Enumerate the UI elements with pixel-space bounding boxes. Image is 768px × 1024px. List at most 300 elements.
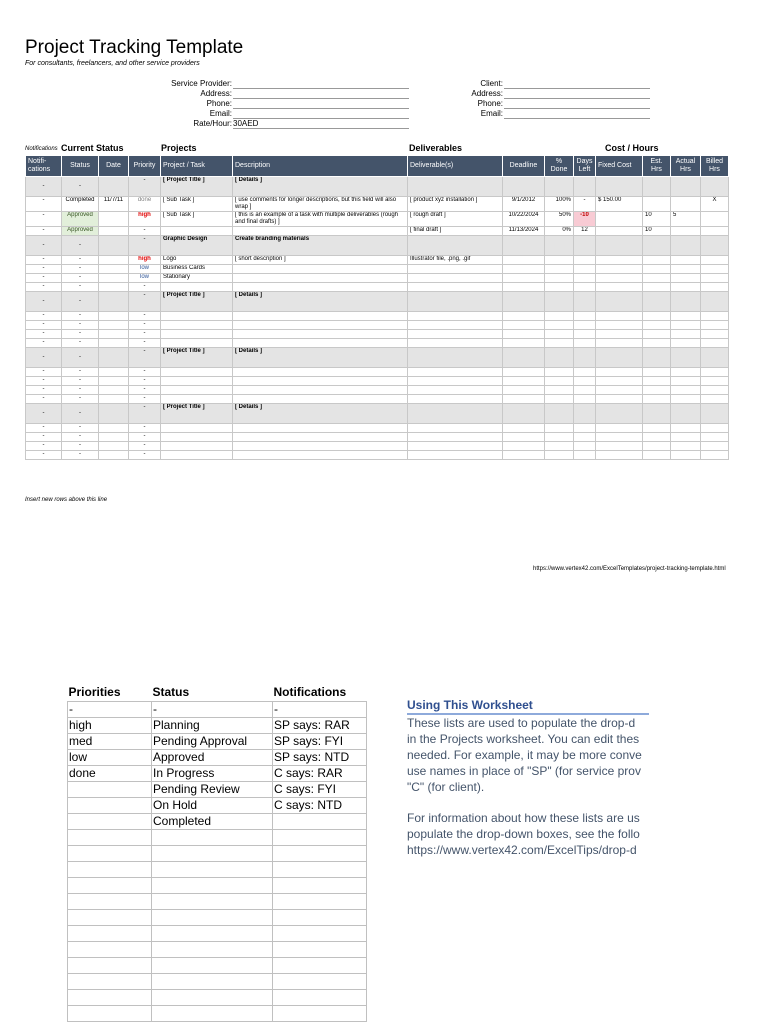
table-cell[interactable] bbox=[99, 395, 129, 404]
table-cell[interactable]: - bbox=[129, 321, 161, 330]
table-cell[interactable] bbox=[161, 227, 233, 236]
table-cell[interactable]: - bbox=[26, 377, 62, 386]
table-cell[interactable] bbox=[701, 227, 729, 236]
table-cell[interactable] bbox=[596, 321, 643, 330]
table-cell[interactable] bbox=[574, 348, 596, 368]
table-cell[interactable] bbox=[233, 377, 408, 386]
list-cell[interactable] bbox=[68, 878, 152, 894]
table-cell[interactable]: - bbox=[574, 197, 596, 212]
table-cell[interactable] bbox=[545, 321, 574, 330]
table-cell[interactable] bbox=[99, 265, 129, 274]
list-cell[interactable] bbox=[152, 910, 273, 926]
table-cell[interactable]: - bbox=[129, 348, 161, 368]
table-cell[interactable] bbox=[99, 177, 129, 197]
table-cell[interactable] bbox=[161, 368, 233, 377]
table-cell[interactable]: - bbox=[26, 274, 62, 283]
table-cell[interactable]: - bbox=[129, 451, 161, 460]
table-cell[interactable] bbox=[161, 339, 233, 348]
table-cell[interactable] bbox=[99, 442, 129, 451]
table-cell[interactable] bbox=[161, 424, 233, 433]
table-cell[interactable] bbox=[643, 451, 671, 460]
table-cell[interactable] bbox=[596, 330, 643, 339]
table-cell[interactable] bbox=[701, 386, 729, 395]
table-cell[interactable]: - bbox=[129, 368, 161, 377]
table-cell[interactable]: [ Details ] bbox=[233, 348, 408, 368]
table-cell[interactable]: - bbox=[62, 377, 99, 386]
table-cell[interactable] bbox=[545, 377, 574, 386]
table-cell[interactable]: Approved bbox=[62, 212, 99, 227]
table-cell[interactable] bbox=[233, 283, 408, 292]
table-cell[interactable] bbox=[99, 212, 129, 227]
list-cell[interactable] bbox=[152, 894, 273, 910]
table-cell[interactable]: - bbox=[129, 404, 161, 424]
table-cell[interactable] bbox=[99, 283, 129, 292]
table-cell[interactable] bbox=[574, 433, 596, 442]
table-cell[interactable] bbox=[503, 292, 545, 312]
table-cell[interactable] bbox=[408, 274, 503, 283]
table-cell[interactable] bbox=[701, 339, 729, 348]
table-cell[interactable]: - bbox=[129, 386, 161, 395]
list-cell[interactable] bbox=[68, 910, 152, 926]
table-cell[interactable] bbox=[503, 368, 545, 377]
list-cell[interactable] bbox=[68, 782, 152, 798]
table-cell[interactable]: - bbox=[129, 377, 161, 386]
table-cell[interactable] bbox=[161, 433, 233, 442]
table-cell[interactable]: [ Project Title ] bbox=[161, 348, 233, 368]
table-cell[interactable]: - bbox=[129, 312, 161, 321]
table-cell[interactable] bbox=[701, 404, 729, 424]
table-cell[interactable] bbox=[596, 265, 643, 274]
table-cell[interactable] bbox=[233, 433, 408, 442]
table-cell[interactable] bbox=[545, 292, 574, 312]
table-cell[interactable]: Business Cards bbox=[161, 265, 233, 274]
table-cell[interactable] bbox=[545, 348, 574, 368]
table-cell[interactable] bbox=[408, 177, 503, 197]
client-info-field[interactable] bbox=[504, 79, 650, 89]
table-cell[interactable] bbox=[545, 236, 574, 256]
table-cell[interactable] bbox=[408, 292, 503, 312]
table-cell[interactable]: - bbox=[26, 451, 62, 460]
table-cell[interactable] bbox=[503, 312, 545, 321]
table-cell[interactable] bbox=[408, 386, 503, 395]
list-cell[interactable] bbox=[273, 1006, 367, 1022]
table-cell[interactable]: - bbox=[62, 292, 99, 312]
table-cell[interactable] bbox=[545, 424, 574, 433]
table-cell[interactable]: - bbox=[62, 395, 99, 404]
table-cell[interactable]: - bbox=[26, 212, 62, 227]
table-cell[interactable] bbox=[671, 177, 701, 197]
table-cell[interactable] bbox=[233, 368, 408, 377]
table-cell[interactable]: - bbox=[129, 395, 161, 404]
list-cell[interactable] bbox=[273, 926, 367, 942]
table-cell[interactable] bbox=[545, 330, 574, 339]
table-cell[interactable] bbox=[408, 330, 503, 339]
table-cell[interactable] bbox=[643, 283, 671, 292]
table-cell[interactable]: 10 bbox=[643, 227, 671, 236]
table-cell[interactable]: Graphic Design bbox=[161, 236, 233, 256]
table-cell[interactable] bbox=[643, 236, 671, 256]
list-cell[interactable]: Approved bbox=[152, 750, 273, 766]
table-cell[interactable] bbox=[408, 442, 503, 451]
table-cell[interactable] bbox=[545, 404, 574, 424]
table-cell[interactable] bbox=[643, 377, 671, 386]
table-cell[interactable] bbox=[574, 442, 596, 451]
table-cell[interactable] bbox=[545, 433, 574, 442]
table-cell[interactable]: high bbox=[129, 212, 161, 227]
table-cell[interactable] bbox=[574, 451, 596, 460]
table-cell[interactable] bbox=[671, 236, 701, 256]
list-cell[interactable]: Completed bbox=[152, 814, 273, 830]
table-cell[interactable] bbox=[99, 292, 129, 312]
table-cell[interactable]: - bbox=[26, 386, 62, 395]
table-cell[interactable]: 9/1/2012 bbox=[503, 197, 545, 212]
list-cell[interactable] bbox=[273, 894, 367, 910]
table-cell[interactable] bbox=[596, 283, 643, 292]
list-cell[interactable] bbox=[68, 958, 152, 974]
table-cell[interactable] bbox=[545, 177, 574, 197]
table-cell[interactable] bbox=[161, 395, 233, 404]
table-cell[interactable] bbox=[671, 227, 701, 236]
table-cell[interactable] bbox=[596, 433, 643, 442]
table-cell[interactable] bbox=[701, 442, 729, 451]
table-cell[interactable] bbox=[99, 256, 129, 265]
table-cell[interactable] bbox=[161, 283, 233, 292]
table-cell[interactable] bbox=[233, 339, 408, 348]
list-cell[interactable] bbox=[273, 862, 367, 878]
list-cell[interactable]: done bbox=[68, 766, 152, 782]
table-cell[interactable] bbox=[701, 451, 729, 460]
list-cell[interactable]: Pending Review bbox=[152, 782, 273, 798]
table-cell[interactable] bbox=[545, 386, 574, 395]
list-cell[interactable] bbox=[152, 990, 273, 1006]
table-cell[interactable] bbox=[701, 212, 729, 227]
table-cell[interactable] bbox=[161, 442, 233, 451]
list-cell[interactable] bbox=[273, 990, 367, 1006]
table-cell[interactable]: - bbox=[26, 442, 62, 451]
table-cell[interactable] bbox=[671, 433, 701, 442]
table-cell[interactable] bbox=[233, 330, 408, 339]
table-cell[interactable]: 0% bbox=[545, 227, 574, 236]
table-cell[interactable]: - bbox=[129, 227, 161, 236]
table-cell[interactable] bbox=[408, 424, 503, 433]
table-cell[interactable]: - bbox=[26, 197, 62, 212]
table-cell[interactable]: - bbox=[129, 292, 161, 312]
table-cell[interactable]: $ 150.00 bbox=[596, 197, 643, 212]
table-cell[interactable] bbox=[574, 404, 596, 424]
table-cell[interactable] bbox=[671, 442, 701, 451]
table-cell[interactable]: - bbox=[129, 330, 161, 339]
table-cell[interactable] bbox=[671, 348, 701, 368]
list-cell[interactable] bbox=[273, 878, 367, 894]
table-cell[interactable]: - bbox=[62, 321, 99, 330]
list-cell[interactable] bbox=[68, 926, 152, 942]
table-cell[interactable] bbox=[545, 395, 574, 404]
table-cell[interactable] bbox=[574, 395, 596, 404]
list-cell[interactable] bbox=[273, 910, 367, 926]
table-cell[interactable]: - bbox=[26, 265, 62, 274]
table-cell[interactable]: - bbox=[26, 227, 62, 236]
table-cell[interactable] bbox=[596, 212, 643, 227]
table-cell[interactable] bbox=[671, 395, 701, 404]
table-cell[interactable] bbox=[671, 368, 701, 377]
table-cell[interactable]: - bbox=[129, 433, 161, 442]
table-cell[interactable] bbox=[574, 292, 596, 312]
table-cell[interactable] bbox=[503, 386, 545, 395]
table-cell[interactable]: - bbox=[26, 283, 62, 292]
table-cell[interactable] bbox=[545, 312, 574, 321]
table-cell[interactable] bbox=[545, 339, 574, 348]
table-cell[interactable]: [ short description ] bbox=[233, 256, 408, 265]
table-cell[interactable] bbox=[701, 177, 729, 197]
table-cell[interactable]: - bbox=[62, 348, 99, 368]
table-cell[interactable] bbox=[643, 292, 671, 312]
table-cell[interactable] bbox=[596, 236, 643, 256]
list-cell[interactable] bbox=[68, 862, 152, 878]
list-cell[interactable] bbox=[152, 926, 273, 942]
list-cell[interactable] bbox=[152, 830, 273, 846]
table-cell[interactable] bbox=[643, 424, 671, 433]
table-cell[interactable] bbox=[701, 424, 729, 433]
table-cell[interactable] bbox=[545, 442, 574, 451]
table-cell[interactable]: done bbox=[129, 197, 161, 212]
table-cell[interactable]: - bbox=[129, 442, 161, 451]
table-cell[interactable] bbox=[701, 377, 729, 386]
table-cell[interactable] bbox=[701, 321, 729, 330]
table-cell[interactable] bbox=[596, 442, 643, 451]
table-cell[interactable] bbox=[99, 386, 129, 395]
table-cell[interactable] bbox=[643, 433, 671, 442]
table-cell[interactable] bbox=[408, 377, 503, 386]
table-cell[interactable]: [ Details ] bbox=[233, 292, 408, 312]
table-cell[interactable] bbox=[545, 265, 574, 274]
table-cell[interactable] bbox=[596, 274, 643, 283]
table-cell[interactable] bbox=[503, 236, 545, 256]
list-cell[interactable] bbox=[68, 1006, 152, 1022]
table-cell[interactable] bbox=[99, 424, 129, 433]
list-cell[interactable]: Pending Approval bbox=[152, 734, 273, 750]
table-cell[interactable] bbox=[596, 348, 643, 368]
list-cell[interactable] bbox=[68, 974, 152, 990]
table-cell[interactable] bbox=[701, 274, 729, 283]
list-cell[interactable]: C says: NTD bbox=[273, 798, 367, 814]
table-cell[interactable] bbox=[596, 312, 643, 321]
table-cell[interactable] bbox=[574, 265, 596, 274]
table-cell[interactable] bbox=[574, 368, 596, 377]
table-cell[interactable] bbox=[671, 377, 701, 386]
client-info-field[interactable] bbox=[504, 89, 650, 99]
table-cell[interactable] bbox=[701, 265, 729, 274]
table-cell[interactable] bbox=[161, 321, 233, 330]
table-cell[interactable]: 100% bbox=[545, 197, 574, 212]
table-cell[interactable]: - bbox=[62, 274, 99, 283]
table-cell[interactable] bbox=[574, 283, 596, 292]
list-cell[interactable] bbox=[68, 942, 152, 958]
table-cell[interactable]: - bbox=[26, 177, 62, 197]
list-cell[interactable] bbox=[68, 894, 152, 910]
table-cell[interactable]: - bbox=[62, 404, 99, 424]
table-cell[interactable] bbox=[671, 274, 701, 283]
list-cell[interactable]: C says: RAR bbox=[273, 766, 367, 782]
table-cell[interactable] bbox=[99, 227, 129, 236]
table-cell[interactable]: - bbox=[26, 433, 62, 442]
table-cell[interactable] bbox=[671, 197, 701, 212]
table-cell[interactable]: [ Details ] bbox=[233, 177, 408, 197]
table-cell[interactable] bbox=[596, 451, 643, 460]
table-cell[interactable] bbox=[574, 330, 596, 339]
table-cell[interactable] bbox=[99, 451, 129, 460]
table-cell[interactable]: [ Details ] bbox=[233, 404, 408, 424]
table-cell[interactable]: 11/13/2024 bbox=[503, 227, 545, 236]
table-cell[interactable]: - bbox=[26, 236, 62, 256]
table-cell[interactable] bbox=[643, 265, 671, 274]
table-cell[interactable] bbox=[574, 274, 596, 283]
list-cell[interactable]: low bbox=[68, 750, 152, 766]
table-cell[interactable]: [ final draft ] bbox=[408, 227, 503, 236]
table-cell[interactable] bbox=[643, 386, 671, 395]
list-cell[interactable]: med bbox=[68, 734, 152, 750]
table-cell[interactable] bbox=[161, 330, 233, 339]
list-cell[interactable] bbox=[68, 814, 152, 830]
table-cell[interactable]: X bbox=[701, 197, 729, 212]
list-cell[interactable]: SP says: NTD bbox=[273, 750, 367, 766]
table-cell[interactable] bbox=[671, 330, 701, 339]
list-cell[interactable]: - bbox=[152, 702, 273, 718]
table-cell[interactable] bbox=[503, 404, 545, 424]
table-cell[interactable] bbox=[99, 368, 129, 377]
table-cell[interactable] bbox=[574, 386, 596, 395]
table-cell[interactable]: - bbox=[129, 424, 161, 433]
table-cell[interactable] bbox=[503, 265, 545, 274]
table-cell[interactable] bbox=[574, 312, 596, 321]
table-cell[interactable] bbox=[99, 404, 129, 424]
table-cell[interactable]: - bbox=[62, 442, 99, 451]
list-cell[interactable] bbox=[152, 862, 273, 878]
table-cell[interactable]: Approved bbox=[62, 227, 99, 236]
table-cell[interactable]: - bbox=[62, 368, 99, 377]
table-cell[interactable] bbox=[503, 256, 545, 265]
list-cell[interactable]: - bbox=[68, 702, 152, 718]
table-cell[interactable]: - bbox=[129, 283, 161, 292]
table-cell[interactable] bbox=[503, 330, 545, 339]
provider-info-field[interactable]: 30AED bbox=[233, 119, 409, 129]
table-cell[interactable]: - bbox=[129, 177, 161, 197]
table-cell[interactable] bbox=[671, 386, 701, 395]
table-cell[interactable]: Create branding materials bbox=[233, 236, 408, 256]
table-cell[interactable] bbox=[99, 330, 129, 339]
table-cell[interactable]: - bbox=[26, 312, 62, 321]
table-cell[interactable]: - bbox=[26, 395, 62, 404]
table-cell[interactable]: [ Sub Task ] bbox=[161, 212, 233, 227]
table-cell[interactable] bbox=[574, 236, 596, 256]
table-cell[interactable]: [ Project Title ] bbox=[161, 177, 233, 197]
table-cell[interactable]: [ use comments for longer descriptions, but this field will also wrap ] bbox=[233, 197, 408, 212]
table-cell[interactable] bbox=[671, 312, 701, 321]
list-cell[interactable] bbox=[152, 1006, 273, 1022]
table-cell[interactable]: Logo bbox=[161, 256, 233, 265]
table-cell[interactable]: - bbox=[62, 433, 99, 442]
table-cell[interactable]: 5 bbox=[671, 212, 701, 227]
table-cell[interactable]: - bbox=[129, 236, 161, 256]
list-cell[interactable] bbox=[68, 990, 152, 1006]
table-cell[interactable] bbox=[233, 265, 408, 274]
list-cell[interactable]: C says: FYI bbox=[273, 782, 367, 798]
list-cell[interactable] bbox=[273, 814, 367, 830]
table-cell[interactable]: low bbox=[129, 274, 161, 283]
table-cell[interactable] bbox=[574, 424, 596, 433]
table-cell[interactable] bbox=[408, 236, 503, 256]
table-cell[interactable] bbox=[545, 274, 574, 283]
table-cell[interactable] bbox=[643, 330, 671, 339]
table-cell[interactable] bbox=[643, 274, 671, 283]
table-cell[interactable] bbox=[408, 368, 503, 377]
table-cell[interactable] bbox=[408, 451, 503, 460]
table-cell[interactable] bbox=[503, 442, 545, 451]
table-cell[interactable] bbox=[574, 377, 596, 386]
table-cell[interactable] bbox=[671, 339, 701, 348]
table-cell[interactable] bbox=[701, 348, 729, 368]
list-cell[interactable] bbox=[273, 958, 367, 974]
table-cell[interactable] bbox=[408, 404, 503, 424]
table-cell[interactable] bbox=[99, 433, 129, 442]
table-cell[interactable]: - bbox=[26, 292, 62, 312]
table-cell[interactable] bbox=[574, 321, 596, 330]
table-cell[interactable] bbox=[643, 321, 671, 330]
table-cell[interactable] bbox=[671, 292, 701, 312]
table-cell[interactable]: [ this is an example of a task with multiple deliverables (rough and final drafts) ] bbox=[233, 212, 408, 227]
list-cell[interactable]: SP says: FYI bbox=[273, 734, 367, 750]
table-cell[interactable]: 11/7/11 bbox=[99, 197, 129, 212]
list-cell[interactable] bbox=[68, 830, 152, 846]
table-cell[interactable] bbox=[596, 292, 643, 312]
table-cell[interactable] bbox=[233, 227, 408, 236]
table-cell[interactable] bbox=[233, 274, 408, 283]
table-cell[interactable] bbox=[408, 339, 503, 348]
table-cell[interactable] bbox=[643, 197, 671, 212]
table-cell[interactable]: - bbox=[129, 339, 161, 348]
list-cell[interactable] bbox=[152, 846, 273, 862]
table-cell[interactable]: Stationary bbox=[161, 274, 233, 283]
table-cell[interactable] bbox=[574, 177, 596, 197]
table-cell[interactable]: - bbox=[62, 283, 99, 292]
table-cell[interactable]: - bbox=[62, 256, 99, 265]
table-cell[interactable] bbox=[503, 424, 545, 433]
table-cell[interactable] bbox=[503, 377, 545, 386]
table-cell[interactable] bbox=[643, 312, 671, 321]
table-cell[interactable]: - bbox=[62, 386, 99, 395]
table-cell[interactable] bbox=[701, 236, 729, 256]
table-cell[interactable] bbox=[408, 433, 503, 442]
table-cell[interactable] bbox=[99, 312, 129, 321]
table-cell[interactable] bbox=[701, 330, 729, 339]
table-cell[interactable]: - bbox=[62, 177, 99, 197]
table-cell[interactable]: [ Project Title ] bbox=[161, 404, 233, 424]
table-cell[interactable] bbox=[99, 377, 129, 386]
table-cell[interactable] bbox=[671, 451, 701, 460]
table-cell[interactable] bbox=[596, 386, 643, 395]
table-cell[interactable]: low bbox=[129, 265, 161, 274]
table-cell[interactable] bbox=[233, 312, 408, 321]
table-cell[interactable] bbox=[701, 368, 729, 377]
table-cell[interactable] bbox=[503, 395, 545, 404]
table-cell[interactable]: 10/22/2024 bbox=[503, 212, 545, 227]
table-cell[interactable]: [ Project Title ] bbox=[161, 292, 233, 312]
table-cell[interactable] bbox=[701, 292, 729, 312]
table-cell[interactable] bbox=[99, 321, 129, 330]
table-cell[interactable] bbox=[643, 256, 671, 265]
list-cell[interactable] bbox=[152, 878, 273, 894]
table-cell[interactable] bbox=[503, 283, 545, 292]
table-cell[interactable] bbox=[643, 339, 671, 348]
